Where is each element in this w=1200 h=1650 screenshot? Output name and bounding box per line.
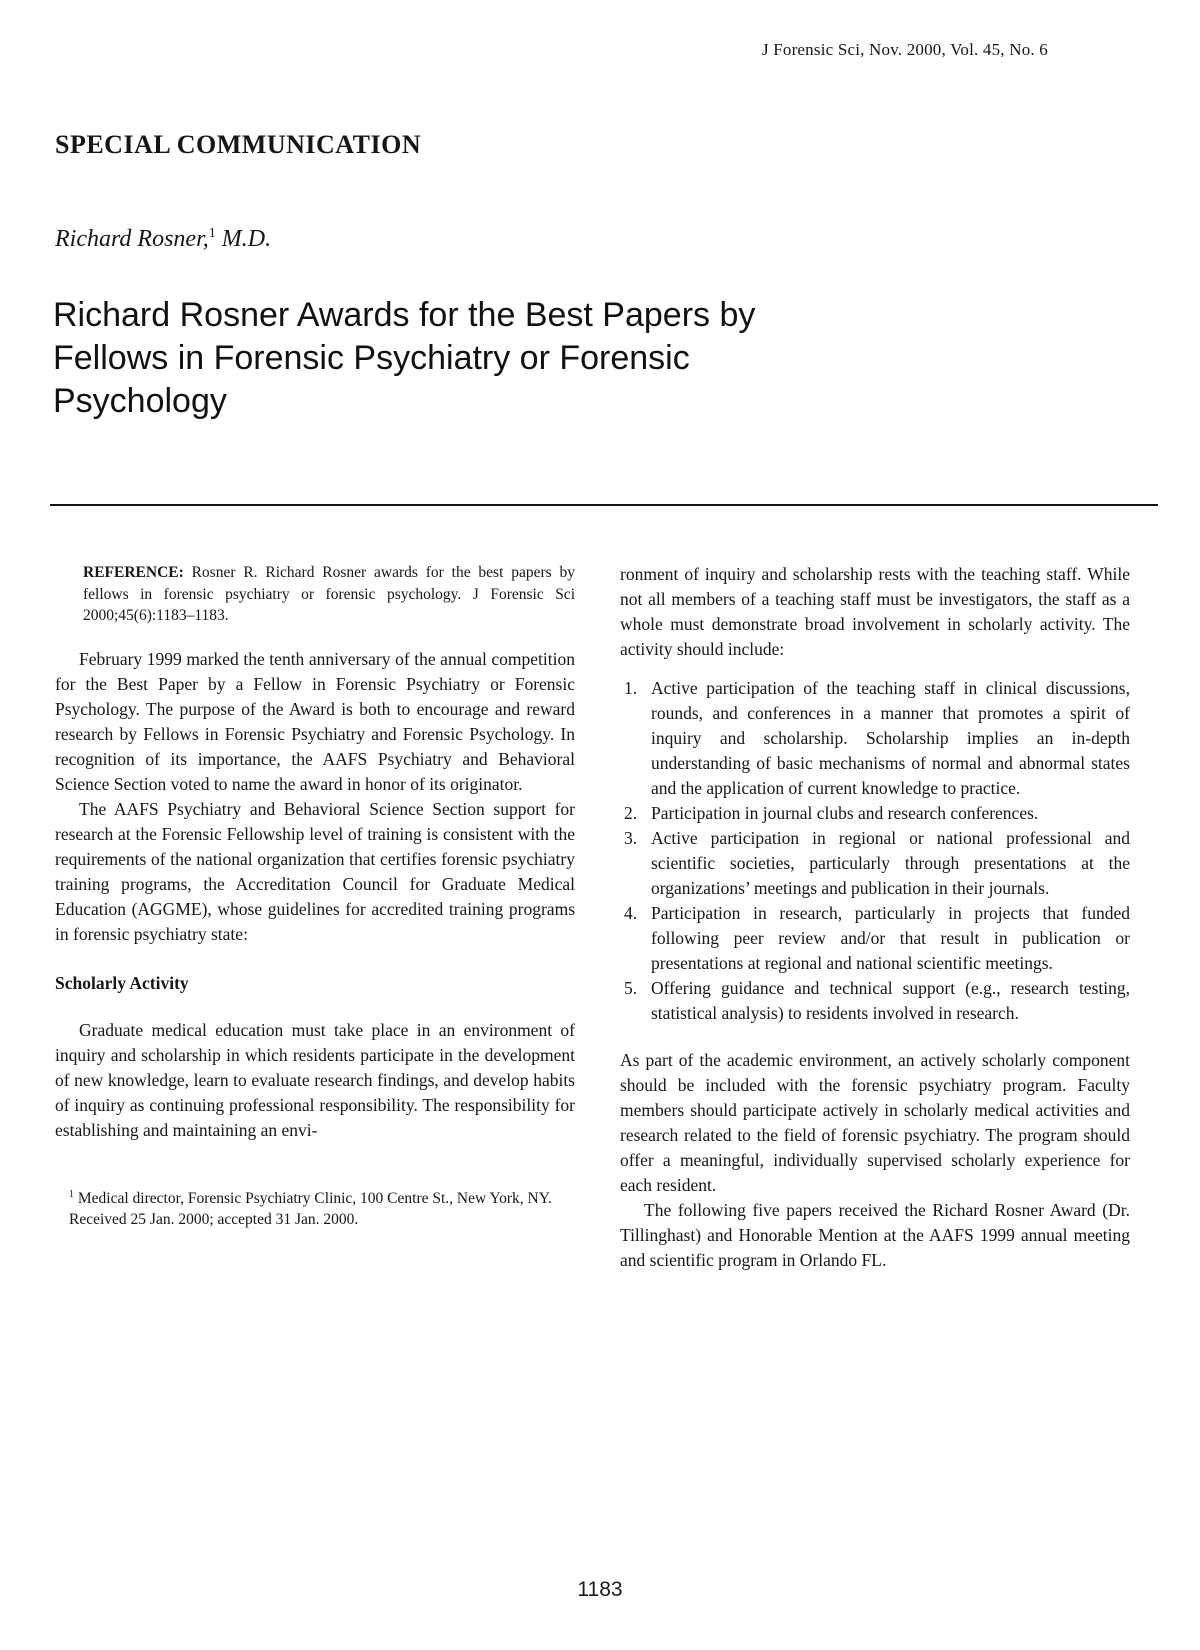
list-item-number: 3. — [624, 828, 638, 848]
list-item-number: 2. — [624, 803, 638, 823]
author-footnote-marker: 1 — [208, 226, 216, 241]
left-column — [55, 562, 575, 1143]
footnote-affiliation-line — [55, 1188, 575, 1209]
list-item-text: Participation in research, particularly in projects that funded following peer review and/or that result in publication or presentations at regional and national scientific meetings. — [651, 903, 1130, 973]
footnote-marker: 1 — [69, 1188, 74, 1200]
running-head: J Forensic Sci, Nov. 2000, Vol. 45, No. 6 — [761, 40, 1048, 59]
paragraph-graduate-education: Graduate medical education must take place in an environment of inquiry and scholarship in which residents participate in the development of new knowledge, learn to evaluate research findings, and develop habits of inquiry as continuing professional responsibility. The responsibility for establishing and maintaining an envi- — [55, 1019, 575, 1140]
list-item-number: 4. — [624, 903, 638, 923]
paragraph-five-papers: The following five papers received the Richard Rosner Award (Dr. Tillinghast) and Honorable Mention at the AAFS 1999 annual meeting and scientific program in Orlando FL. — [620, 1200, 1130, 1270]
numbered-list — [620, 676, 1130, 1026]
reference-label: REFERENCE: — [83, 564, 184, 581]
list-item — [620, 676, 1130, 801]
list-item — [620, 826, 1130, 901]
author-name: Richard Rosner, — [55, 226, 209, 252]
author-degree: M.D. — [215, 226, 272, 252]
footnote-affiliation: Medical director, Forensic Psychiatry Clinic, 100 Centre St., New York, NY. — [74, 1190, 552, 1207]
paragraph-aafs-support: The AAFS Psychiatry and Behavioral Science Section support for research at the Forensic Fellowship level of training is consistent with the requirements of the national organization that certifies forensic psychiatry training programs, the Accreditation Council for Graduate Medical Education (AGGME), whose guidelines for accredited training programs in forensic psychiatry state: — [55, 798, 575, 944]
title-divider-rule — [50, 504, 1158, 506]
author-line — [55, 226, 271, 253]
reference-block — [55, 562, 575, 627]
list-item-number: 5. — [624, 978, 638, 998]
paragraph-anniversary: February 1999 marked the tenth anniversary of the annual competition for the Best Paper by a Fellow in Forensic Psychiatry or Forensic Psychology. The purpose of the Award is both to encourage and reward research by Fellows in Forensic Psychiatry and Forensic Psychology. In recognition of its importance, the AAFS Psychiatry and Behavioral Science Section voted to name the award in honor of its originator. — [55, 648, 575, 794]
list-item-text: Participation in journal clubs and research conferences. — [651, 803, 1039, 823]
footnote-received-line: Received 25 Jan. 2000; accepted 31 Jan. 2000. — [69, 1211, 359, 1228]
section-label: SPECIAL COMMUNICATION — [55, 130, 422, 159]
reference-text: Rosner R. Richard Rosner awards for the best papers by fellows in forensic psychiatry or forensic psychology. J Forensic Sci 2000;45(6):1183–1183. — [83, 564, 575, 624]
page-number: 1183 — [577, 1578, 623, 1601]
right-column — [620, 562, 1130, 1273]
footnote-block — [55, 1188, 575, 1230]
paragraph-teaching-staff: ronment of inquiry and scholarship rests with the teaching staff. While not all members of a teaching staff must be investigators, the staff as a whole must demonstrate broad involvement in scholarly activity. The activity should include: — [620, 564, 1130, 659]
list-item — [620, 801, 1130, 826]
list-item-text: Active participation of the teaching staff in clinical discussions, rounds, and conferences in a manner that promotes a spirit of inquiry and scholarship. Scholarship implies an in-depth understanding of basic mechanisms of normal and abnormal states and the application of current knowledge to practice. — [651, 678, 1130, 798]
list-item — [620, 901, 1130, 976]
heading-scholarly-activity: Scholarly Activity — [55, 972, 189, 993]
article-title: Richard Rosner Awards for the Best Papers by Fellows in Forensic Psychiatry or Forensic Psychology — [53, 296, 756, 420]
list-item — [620, 976, 1130, 1026]
paragraph-academic-environment: As part of the academic environment, an actively scholarly component should be included with the forensic psychiatry program. Faculty members should participate actively in scholarly medical activities and research related to the field of forensic psychiatry. The program should offer a meaningful, individually supervised scholarly experience for each resident. — [620, 1050, 1130, 1195]
list-item-text: Active participation in regional or national professional and scientific societies, particularly through presentations at the organizations’ meetings and publication in their journals. — [651, 828, 1130, 898]
list-item-number: 1. — [624, 678, 638, 698]
list-item-text: Offering guidance and technical support (e.g., research testing, statistical analysis) to residents involved in research. — [651, 978, 1130, 1023]
